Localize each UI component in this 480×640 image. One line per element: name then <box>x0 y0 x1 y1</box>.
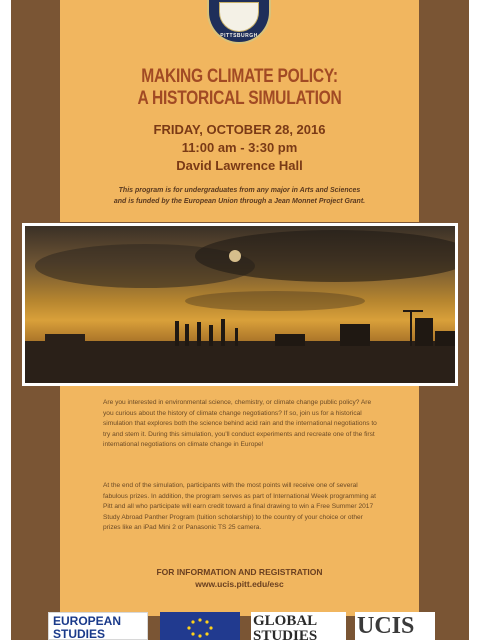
global-studies-logo <box>251 612 346 640</box>
event-date: FRIDAY, OCTOBER 28, 2016 <box>153 122 326 137</box>
program-intro-line1: This program is for undergraduates from any major in Arts and Sciences <box>118 187 361 194</box>
event-venue: David Lawrence Hall <box>176 158 303 173</box>
event-title-line1: MAKING CLIMATE POLICY: <box>141 66 338 87</box>
european-studies-logo <box>48 612 148 640</box>
registration-link[interactable]: www.ucis.pitt.edu/esc <box>195 579 284 589</box>
seal-text: PITTSBURGH <box>220 33 258 39</box>
seal-shield-icon <box>219 2 259 32</box>
program-intro <box>80 185 399 207</box>
description-paragraph-1: Are you interested in environmental science, chemistry, or climate change public policy? Are you curious about the history of climate change negotiations? If so, join us for a historical simulation that explores both the science behind acid rain and the international negotiations to try and stem it. During this simulation, you'll conduct experiments and recreate one of the first international negotiations on climate change in Europe! <box>103 399 377 449</box>
eu-flag-logo <box>160 612 240 640</box>
event-time: 11:00 am - 3:30 pm <box>181 140 298 155</box>
european-studies-logo-line2: STUDIES <box>53 627 106 640</box>
eu-stars-icon <box>160 612 240 640</box>
global-studies-logo-line2: STUDIES <box>253 628 318 640</box>
event-title-line2: A HISTORICAL SIMULATION <box>137 88 342 109</box>
industrial-skyline-photo <box>22 223 458 386</box>
european-studies-logo-line1: EUROPEAN <box>53 614 122 628</box>
ucis-logo: UCIS <box>355 612 435 640</box>
description-paragraph-2: At the end of the simulation, participants with the most points will receive one of several fabulous prizes. In addition, the program serves as part of International Week programming at Pitt and all who participate will earn credit toward a final drawing to win a Free Summer 2017 Study Abroad Panther Program (tuition scholarship) to the country of your choice or other prizes like an iPad Mini 2 or Panasonic TS 25 camera. <box>103 482 376 532</box>
skyline-illustration <box>25 226 455 383</box>
university-seal-logo <box>207 0 271 44</box>
global-studies-logo-line1: GLOBAL <box>253 613 318 629</box>
info-heading: FOR INFORMATION AND REGISTRATION <box>156 567 323 577</box>
program-intro-line2: and is funded by the European Union through a Jean Monnet Project Grant. <box>113 198 366 205</box>
